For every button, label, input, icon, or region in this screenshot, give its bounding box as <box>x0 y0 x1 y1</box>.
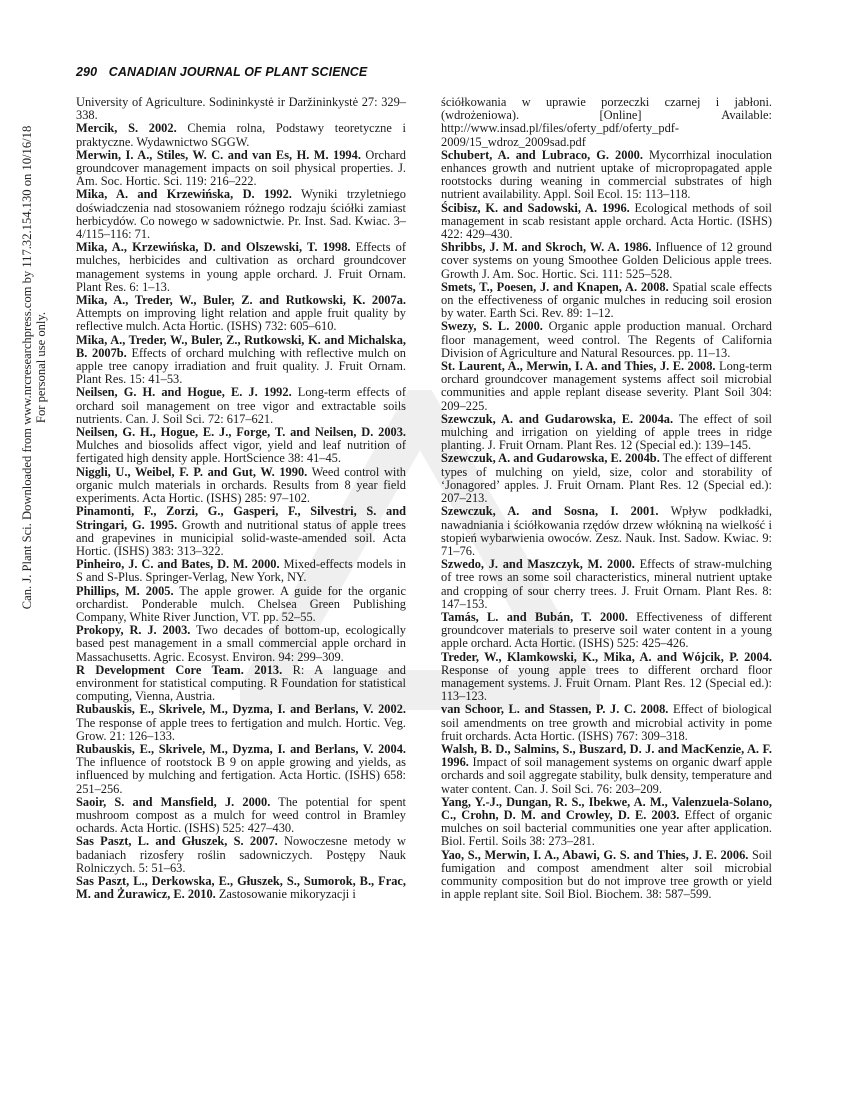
reference-authors: Treder, W., Klamkowski, K., Mika, A. and Wójcik, P. 2004. <box>441 649 772 664</box>
reference-entry <box>441 849 772 902</box>
download-notice-text <box>20 0 48 735</box>
reference-entry <box>441 149 772 202</box>
reference-text: University of Agriculture. Sodininkystė ir Daržininkystė 27: 329–338. <box>76 95 406 123</box>
reference-text: Influence of 12 ground cover systems on young Smoothee Golden Delicious apple trees. Growth J. Am. Soc. Hortic. Sci. 111: 525–528. <box>441 240 772 281</box>
reference-text: Long-term effects of orchard soil management on tree vigor and extractable soils nutrients. Can. J. Soil Sci. 72: 617–621. <box>76 385 406 426</box>
reference-authors: Phillips, M. 2005. <box>76 583 174 598</box>
reference-authors: Sas Paszt, L. and Głuszek, S. 2007. <box>76 834 278 849</box>
reference-text: Orchard groundcover management impacts on soil physical properties. J. Am. Soc. Hortic. Sci. 119: 216–222. <box>76 147 406 189</box>
reference-authors: Sas Paszt, L., Derkowska, E., Głuszek, S., Sumorok, B., Frac, M. and Żurawicz, E. 2010. <box>76 873 406 902</box>
reference-authors: Mercik, S. 2002. <box>76 121 177 136</box>
reference-text: Ecological methods of soil management in scab resistant apple orchard. Acta Hortic. (ISHS) 422: 429–430. <box>441 200 772 242</box>
reference-text: The effect of different types of mulching on yield, size, color and storability of ‘Jonagored’ apples. J. Fruit Ornam. Plant Res. 12 (Special ed.): 207–213. <box>441 451 773 506</box>
reference-authors: Rubauskis, E., Skrivele, M., Dyzma, I. and Berlans, V. 2002. <box>76 702 406 717</box>
reference-entry <box>76 149 406 189</box>
reference-text: Effects of orchard mulching with reflective mulch on apple tree canopy irradiation and fruit quality. J. Fruit Ornam. Plant Res. 15: 41–53. <box>76 345 406 387</box>
reference-text: Mixed-effects models in S and S-Plus. Springer-Verlag, New York, NY. <box>76 557 406 585</box>
reference-text: Chemia rolna, Podstawy teoretyczne i praktyczne. Wydawnictwo SGGW. <box>76 121 406 149</box>
reference-entry <box>76 96 406 122</box>
reference-entry <box>76 585 406 625</box>
reference-authors: Tamás, L. and Bubán, T. 2000. <box>441 609 628 624</box>
reference-authors: Szewczuk, A. and Sosna, I. 2001. <box>441 504 659 519</box>
reference-entry <box>76 796 406 836</box>
reference-entry <box>76 505 406 558</box>
reference-text: Effects of mulches, herbicides and cultivation as orchard groundcover management systems in young apple orchard. J. Fruit Ornam. Plant Res. 6: 1–13. <box>76 240 406 294</box>
reference-authors: Mika, A., Krzewińska, D. and Olszewski, T. 1998. <box>76 240 351 255</box>
reference-authors: Szewczuk, A. and Gudarowska, E. 2004b. <box>441 451 660 466</box>
reference-authors: Ścibisz, K. and Sadowski, A. 1996. <box>441 200 630 215</box>
reference-entry <box>76 664 406 704</box>
reference-entry <box>441 281 772 321</box>
reference-authors: Merwin, I. A., Stiles, W. C. and van Es, H. M. 1994. <box>76 147 361 162</box>
reference-entry <box>76 426 406 466</box>
reference-entry <box>76 122 406 148</box>
reference-text: Spatial scale effects on the effectiveness of organic mulches in reducing soil erosion by water. Earth Sci. Rev. 89: 1–12. <box>441 279 772 321</box>
reference-text: Zastosowanie mikoryzacji i <box>215 887 356 902</box>
reference-text: Mycorrhizal inoculation enhances growth and nutrient uptake of micropropagated apple rootstocks during weaning in commercial substrates of high nutrient availability. Appl. Soil Ecol. 15: 113–118. <box>441 147 773 202</box>
reference-text: Growth and nutritional status of apple trees and grapevines in municipial solid-waste-amended soil. Acta Hortic. (ISHS) 383: 313–322. <box>76 517 407 558</box>
reference-text: The potential for spent mushroom compost as a mulch for weed control in Bramley ochards. Acta Hortic. (ISHS) 525: 427–430. <box>76 794 406 836</box>
reference-entry <box>441 202 772 242</box>
reference-authors: Pinamonti, F., Zorzi, G., Gasperi, F., Silvestri, S. and Stringari, G. 1995. <box>76 504 406 532</box>
reference-entry <box>441 360 772 413</box>
reference-text: Wyniki trzyletniego doświadczenia nad stosowaniem różnego rodzaju ściółki zamiast herbicydów. Co nowego w sadownictwie. Pr. Inst. Sad. Kwiac. 3–4/115–116: 71. <box>76 187 406 242</box>
reference-authors: Mika, A., Treder, W., Buler, Z., Rutkowski, K. and Michalska, B. 2007b. <box>76 332 406 360</box>
reference-authors: Saoir, S. and Mansfield, J. 2000. <box>76 794 271 809</box>
reference-text: ściółkowania w uprawie porzeczki czarnej i jabłoni. (wdrożeniowa). [Online] Available: http://www.insad.pl/files/oferty_pdf/oferty_pdf-2009/15_wdroz_2009sad.pdf <box>441 95 772 149</box>
reference-entry <box>76 294 406 334</box>
reference-authors: Mika, A. and Krzewińska, D. 1992. <box>76 187 292 202</box>
download-notice-sidebar <box>0 0 48 1100</box>
reference-authors: St. Laurent, A., Merwin, I. A. and Thies, J. E. 2008. <box>441 359 716 374</box>
reference-entry <box>441 743 772 796</box>
reference-entry <box>441 452 772 505</box>
references-left-column <box>76 96 406 901</box>
reference-text: Attempts on improving light relation and apple fruit quality by reflective mulch. Acta Hortic. (ISHS) 732: 605–610. <box>76 306 406 334</box>
journal-title: CANADIAN JOURNAL OF PLANT SCIENCE <box>108 65 368 79</box>
reference-text: Soil fumigation and compost amendment alter soil microbial community composition but do not improve tree growth or yield in apple replant site. Soil Biol. Biochem. 38: 587–599. <box>441 847 773 902</box>
reference-authors: Neilsen, G. H., Hogue, E. J., Forge, T. and Neilsen, D. 2003. <box>76 425 406 440</box>
reference-entry <box>441 413 772 453</box>
reference-text: Wpływ podkładki, nawadniania i ściółkowania rzędów drzew włókniną na wielkość i stopień wybarwienia owoców. Zesz. Nauk. Inst. Sadow. Kwiac. 9: 71–76. <box>441 504 773 558</box>
reference-authors: Schubert, A. and Lubraco, G. 2000. <box>441 147 643 162</box>
reference-authors: Pinheiro, J. C. and Bates, D. M. 2000. <box>76 557 280 572</box>
reference-authors: Yao, S., Merwin, I. A., Abawi, G. S. and Thies, J. E. 2006. <box>441 847 749 862</box>
reference-entry <box>76 743 406 796</box>
reference-text: The response of apple trees to fertigation and mulch. Hortic. Veg. Grow. 21: 126–133. <box>76 715 406 743</box>
reference-authors: Szewczuk, A. and Gudarowska, E. 2004a. <box>441 411 674 426</box>
reference-text: Weed control with organic mulch materials in orchards. Results from 8 year field experiments. Acta Hortic. (ISHS) 285: 97–102. <box>76 464 406 506</box>
reference-entry <box>441 505 772 558</box>
download-notice-line: Can. J. Plant Sci. Downloaded from www.nrcresearchpress.com by 117.32.154.130 on 10/16/18 <box>20 125 34 610</box>
reference-text: Effect of biological soil amendments on tree growth and microbial activity in pome fruit orchards. Acta Hortic. (ISHS) 767: 309–318. <box>441 702 772 743</box>
reference-authors: Niggli, U., Weibel, F. P. and Gut, W. 1990. <box>76 464 308 479</box>
reference-entry <box>76 875 406 901</box>
reference-authors: R Development Core Team. 2013. <box>76 662 283 677</box>
personal-use-line: For personal use only. <box>34 311 48 424</box>
reference-text: R: A language and environment for statistical computing. R Foundation for statistical computing, Vienna, Austria. <box>76 662 406 704</box>
reference-text: Nowoczesne metody w badaniach rizosfery roślin sadowniczych. Postępy Nauk Rolniczych. 5: 51–63. <box>76 834 407 875</box>
reference-text: Effectiveness of different groundcover materials to preserve soil water content in a young apple orchard. Acta Hortic. (ISHS) 525: 425–426. <box>441 609 773 651</box>
reference-entry <box>76 466 406 506</box>
reference-text: Effects of straw-mulching of tree rows an some soil characteristics, mineral nutrient uptake and cropping of sour cherry trees. J. Fruit Ornam. Plant Res. 8: 147–153. <box>441 557 772 611</box>
reference-authors: van Schoor, L. and Stassen, P. J. C. 2008. <box>441 702 669 717</box>
reference-authors: Yang, Y.-J., Dungan, R. S., Ibekwe, A. M., Valenzuela-Solano, C., Crohn, D. M. and Crowley, D. E. 2003. <box>441 794 772 822</box>
reference-authors: Swezy, S. L. 2000. <box>441 319 543 334</box>
page-number: 290 <box>76 65 98 79</box>
reference-text: The influence of rootstock B 9 on apple growing and yields, as influenced by mulching and fertigation. Acta Hortic. (ISHS) 658: 251–256. <box>76 755 406 796</box>
reference-entry <box>76 624 406 664</box>
reference-entry <box>76 334 406 387</box>
reference-authors: Smets, T., Poesen, J. and Knapen, A. 2008. <box>441 279 669 294</box>
reference-text: Response of young apple trees to different orchard floor management systems. J. Fruit Ornam. Plant Res. 12 (Special ed.): 113–123. <box>441 662 772 704</box>
reference-entry <box>441 611 772 651</box>
reference-authors: Neilsen, G. H. and Hogue, E. J. 1992. <box>76 385 292 400</box>
reference-text: Effect of organic mulches on soil bacterial communities one year after application. Biol. Fertil. Soils 38: 273–281. <box>441 807 772 849</box>
reference-text: The effect of soil mulching and irrigation on yielding of apple trees in ridge planting. J. Fruit Ornam. Plant Res. 12 (Special ed.): 139–145. <box>441 411 772 453</box>
reference-entry <box>441 241 772 281</box>
reference-authors: Rubauskis, E., Skrivele, M., Dyzma, I. and Berlans, V. 2004. <box>76 741 406 756</box>
reference-authors: Prokopy, R. J. 2003. <box>76 623 191 638</box>
reference-entry <box>441 558 772 611</box>
reference-entry <box>76 703 406 743</box>
reference-text: Mulches and biosolids affect vigor, yield and leaf nutrition of fertigated high density apple. HortScience 38: 41–45. <box>76 438 406 466</box>
reference-entry <box>441 703 772 743</box>
reference-entry <box>76 386 406 426</box>
reference-text: Two decades of bottom-up, ecologically based pest management in a small commercial apple orchard in Massachusetts. Agric. Ecosyst. Environ. 94: 299–309. <box>76 623 407 664</box>
reference-entry <box>76 188 406 241</box>
reference-authors: Walsh, B. D., Salmins, S., Buszard, D. J. and MacKenzie, A. F. 1996. <box>441 741 772 770</box>
reference-authors: Shribbs, J. M. and Skroch, W. A. 1986. <box>441 240 652 255</box>
reference-text: Impact of soil management systems on organic dwarf apple orchards and soil aggregate stability, bulk density, temperature and water content. Can. J. Soil Sci. 76: 203–209. <box>441 755 772 796</box>
reference-entry <box>441 96 772 149</box>
references-right-column <box>441 96 772 901</box>
reference-entry <box>76 558 406 584</box>
reference-entry <box>441 796 772 849</box>
reference-text: Long-term orchard groundcover management systems affect soil microbial communities and apple replant disease severity. Plant Soil 304: 209–225. <box>441 359 772 413</box>
reference-authors: Szwedo, J. and Maszczyk, M. 2000. <box>441 557 635 572</box>
reference-text: Organic apple production manual. Orchard floor management, weed control. The Regents of California Division of Agriculture and Natural Resources. pp. 11–13. <box>441 319 772 360</box>
reference-text: The apple grower. A guide for the organic orchardist. Ponderable mulch. Chelsea Green Publishing Company, White River Junction, VT. pp. 52–55. <box>76 583 406 624</box>
reference-entry <box>441 320 772 360</box>
reference-authors: Mika, A., Treder, W., Buler, Z. and Rutkowski, K. 2007a. <box>76 293 406 308</box>
reference-entry <box>441 651 772 704</box>
running-header <box>76 65 367 79</box>
reference-entry <box>76 835 406 875</box>
reference-entry <box>76 241 406 294</box>
